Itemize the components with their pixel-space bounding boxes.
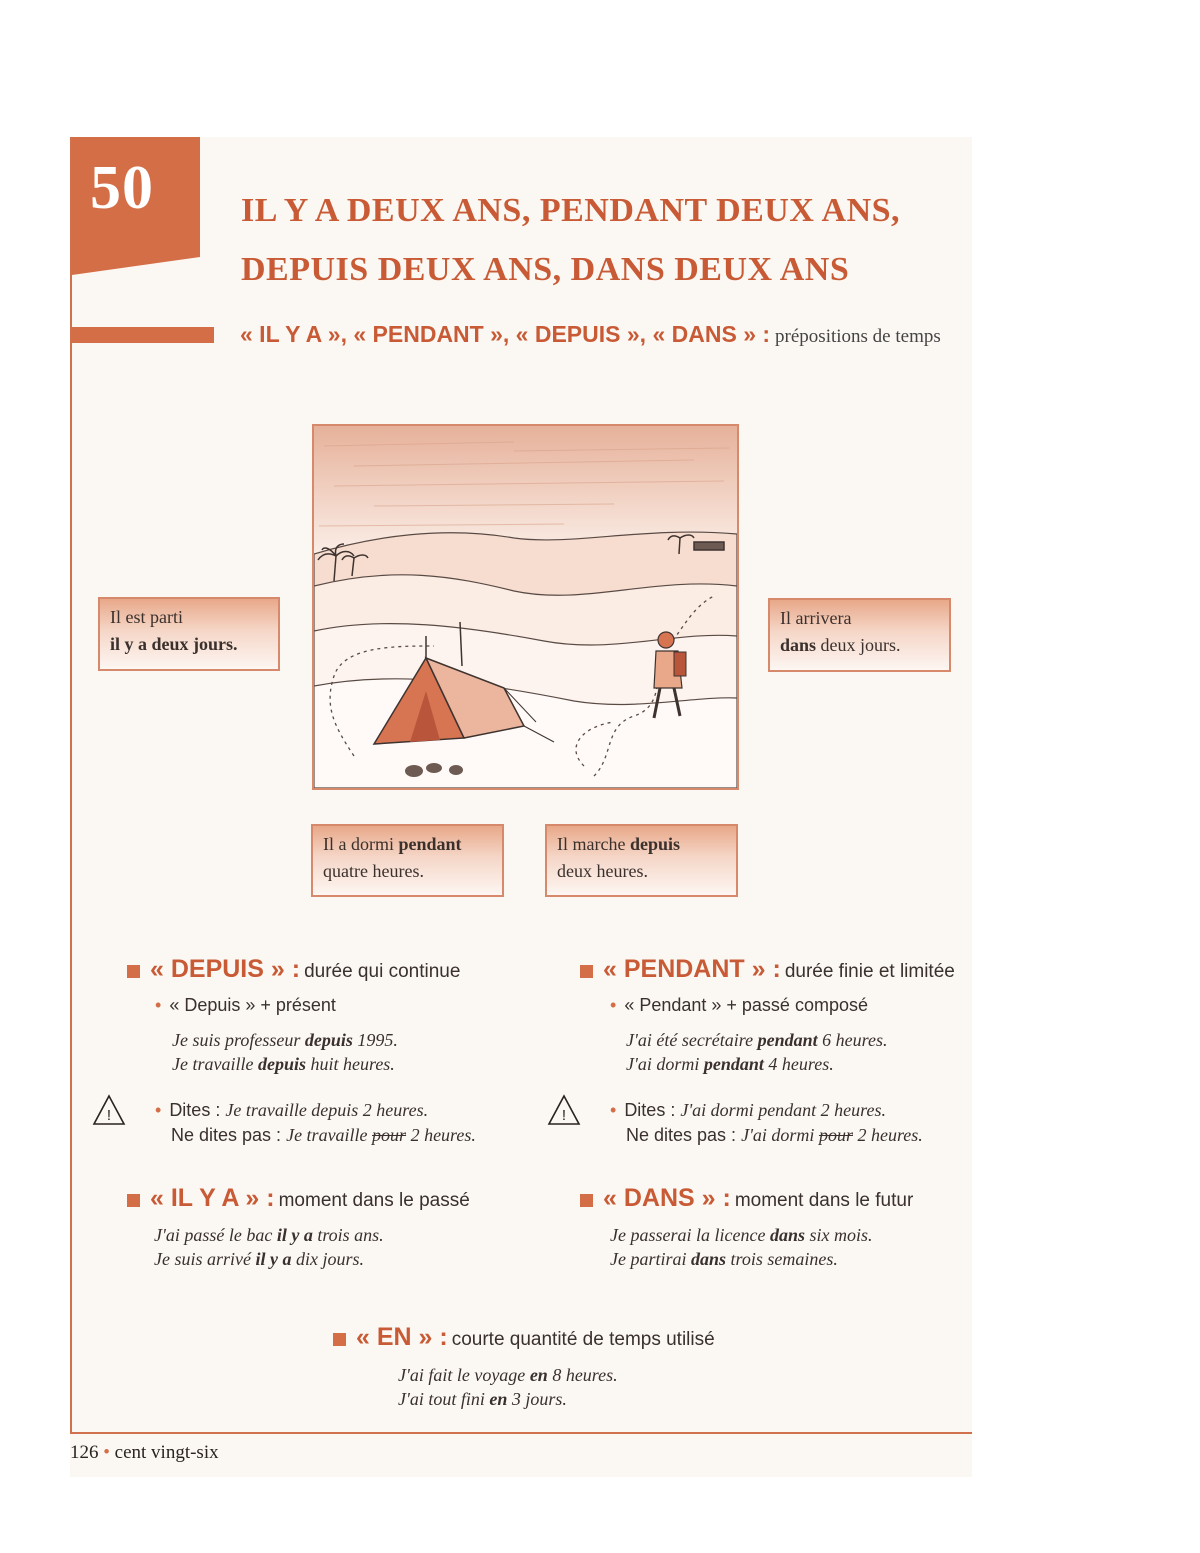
caption-dans-line1: Il arrivera bbox=[780, 608, 852, 628]
lesson-title-line1: IL Y A DEUX ANS, PENDANT DEUX ANS, bbox=[241, 192, 901, 229]
example-keyword: dans bbox=[691, 1249, 727, 1269]
example-keyword: il y a bbox=[276, 1225, 313, 1245]
bullet-dot-icon: • bbox=[155, 995, 162, 1015]
section-pendant-desc: durée finie et limitée bbox=[784, 961, 955, 982]
example-text: six mois. bbox=[804, 1225, 873, 1245]
example-keyword: pendant bbox=[703, 1054, 764, 1074]
page-footer bbox=[70, 1442, 219, 1464]
bullet-dot-icon: • bbox=[610, 995, 617, 1015]
section-pendant-examples bbox=[626, 1028, 887, 1076]
warning-triangle-icon bbox=[547, 1094, 581, 1126]
warning-dont-text: 2 heures. bbox=[406, 1125, 476, 1145]
example-text: J'ai fait le voyage bbox=[398, 1365, 530, 1385]
example-text: J'ai tout fini bbox=[398, 1389, 490, 1409]
caption-pendant-line2: quatre heures. bbox=[323, 861, 424, 881]
section-depuis-rule bbox=[155, 995, 336, 1016]
warning-dont-label: Ne dites pas : bbox=[626, 1125, 737, 1145]
section-depuis-warning bbox=[155, 1098, 476, 1148]
caption-dans bbox=[768, 598, 951, 672]
warning-say-label: Dites : bbox=[169, 1100, 221, 1120]
warning-triangle-icon bbox=[92, 1094, 126, 1126]
warning-say-label: Dites : bbox=[624, 1100, 676, 1120]
page-number: 126 bbox=[70, 1442, 99, 1463]
section-pendant-keyword: « PENDANT » : bbox=[603, 955, 781, 983]
example-text: 6 heures. bbox=[817, 1030, 888, 1050]
example-text: huit heures. bbox=[305, 1054, 395, 1074]
subtitle-rest: prépositions de temps bbox=[775, 326, 941, 347]
section-depuis-desc: durée qui continue bbox=[304, 961, 461, 982]
footer-separator: • bbox=[103, 1442, 110, 1463]
caption-depuis-keyword: depuis bbox=[629, 834, 680, 854]
caption-pendant-keyword: pendant bbox=[398, 834, 462, 854]
subtitle-keywords: « IL Y A », « PENDANT », « DEPUIS », « DANS » : bbox=[240, 321, 771, 347]
section-depuis-rule-text: « Depuis » + présent bbox=[169, 995, 336, 1015]
section-pendant-heading bbox=[580, 955, 955, 984]
svg-text:!: ! bbox=[106, 1107, 112, 1124]
section-depuis-keyword: « DEPUIS » : bbox=[150, 955, 301, 983]
lesson-subtitle bbox=[240, 321, 941, 348]
example-keyword: en bbox=[529, 1365, 548, 1385]
example-text: J'ai été secrétaire bbox=[626, 1030, 758, 1050]
section-pendant-warning bbox=[610, 1098, 923, 1148]
example-keyword: il y a bbox=[255, 1249, 292, 1269]
section-dans-heading bbox=[580, 1184, 913, 1213]
example-text: Je passerai la licence bbox=[610, 1225, 770, 1245]
example-text: 4 heures. bbox=[763, 1054, 834, 1074]
section-ilya-heading bbox=[127, 1184, 470, 1213]
bottom-rule bbox=[70, 1432, 972, 1434]
caption-pendant-text: Il a dormi bbox=[323, 834, 394, 854]
warning-dont-text: 2 heures. bbox=[852, 1125, 923, 1145]
example-text: J'ai dormi bbox=[626, 1054, 704, 1074]
section-dans-examples bbox=[610, 1223, 872, 1271]
example-keyword: pendant bbox=[757, 1030, 818, 1050]
caption-il-y-a bbox=[98, 597, 280, 671]
example-text: trois ans. bbox=[312, 1225, 384, 1245]
lesson-number: 50 bbox=[90, 154, 154, 222]
example-text: J'ai passé le bac bbox=[154, 1225, 277, 1245]
caption-dans-keyword: dans bbox=[780, 635, 817, 655]
example-text: Je partirai bbox=[610, 1249, 691, 1269]
section-depuis-heading bbox=[127, 955, 460, 984]
desert-tent-traveler-illustration bbox=[314, 426, 737, 788]
bullet-dot-icon: • bbox=[610, 1100, 617, 1120]
section-pendant-rule bbox=[610, 995, 868, 1016]
warning-dont-label: Ne dites pas : bbox=[171, 1125, 282, 1145]
example-text: trois semaines. bbox=[726, 1249, 838, 1269]
example-text: Je suis professeur bbox=[172, 1030, 305, 1050]
caption-depuis-line2: deux heures. bbox=[557, 861, 648, 881]
subtitle-accent-bar bbox=[72, 327, 214, 343]
square-bullet-icon bbox=[580, 1194, 593, 1207]
caption-depuis-text: Il marche bbox=[557, 834, 626, 854]
section-depuis-examples bbox=[172, 1028, 398, 1076]
lesson-title-line2: DEPUIS DEUX ANS, DANS DEUX ANS bbox=[241, 251, 850, 288]
section-en-keyword: « EN » : bbox=[356, 1323, 448, 1351]
caption-il-y-a-line2: il y a deux jours. bbox=[110, 634, 238, 654]
caption-il-y-a-line1: Il est parti bbox=[110, 607, 183, 627]
section-en-desc: courte quantité de temps utilisé bbox=[451, 1329, 715, 1350]
section-dans-keyword: « DANS » : bbox=[603, 1184, 731, 1212]
example-keyword: depuis bbox=[257, 1054, 306, 1074]
square-bullet-icon bbox=[127, 965, 140, 978]
section-en-heading bbox=[333, 1323, 715, 1352]
square-bullet-icon bbox=[333, 1333, 346, 1346]
warning-dont-struck: pour bbox=[818, 1125, 853, 1145]
square-bullet-icon bbox=[127, 1194, 140, 1207]
example-keyword: depuis bbox=[304, 1030, 353, 1050]
svg-text:!: ! bbox=[561, 1107, 567, 1124]
example-text: 3 jours. bbox=[507, 1389, 567, 1409]
square-bullet-icon bbox=[580, 965, 593, 978]
example-text: Je travaille bbox=[172, 1054, 258, 1074]
section-ilya-keyword: « IL Y A » : bbox=[150, 1184, 275, 1212]
example-text: dix jours. bbox=[291, 1249, 364, 1269]
caption-dans-rest: deux jours. bbox=[820, 635, 901, 655]
caption-pendant bbox=[311, 824, 504, 897]
warning-say-text: J'ai dormi pendant 2 heures. bbox=[680, 1100, 886, 1120]
warning-dont-struck: pour bbox=[372, 1125, 407, 1145]
section-en-examples bbox=[398, 1363, 618, 1411]
warning-dont-text: J'ai dormi bbox=[741, 1125, 819, 1145]
bullet-dot-icon: • bbox=[155, 1100, 162, 1120]
example-text: 8 heures. bbox=[547, 1365, 618, 1385]
warning-say-text: Je travaille depuis 2 heures. bbox=[225, 1100, 429, 1120]
section-pendant-rule-text: « Pendant » + passé composé bbox=[624, 995, 868, 1015]
desert-illustration bbox=[312, 424, 739, 790]
example-text: Je suis arrivé bbox=[154, 1249, 256, 1269]
example-text: 1995. bbox=[352, 1030, 398, 1050]
example-keyword: en bbox=[489, 1389, 508, 1409]
section-ilya-examples bbox=[154, 1223, 384, 1271]
warning-dont-text: Je travaille bbox=[286, 1125, 373, 1145]
caption-depuis bbox=[545, 824, 738, 897]
section-ilya-desc: moment dans le passé bbox=[278, 1190, 470, 1211]
example-keyword: dans bbox=[769, 1225, 805, 1245]
page-number-words: cent vingt-six bbox=[114, 1442, 219, 1463]
section-dans-desc: moment dans le futur bbox=[734, 1190, 914, 1211]
